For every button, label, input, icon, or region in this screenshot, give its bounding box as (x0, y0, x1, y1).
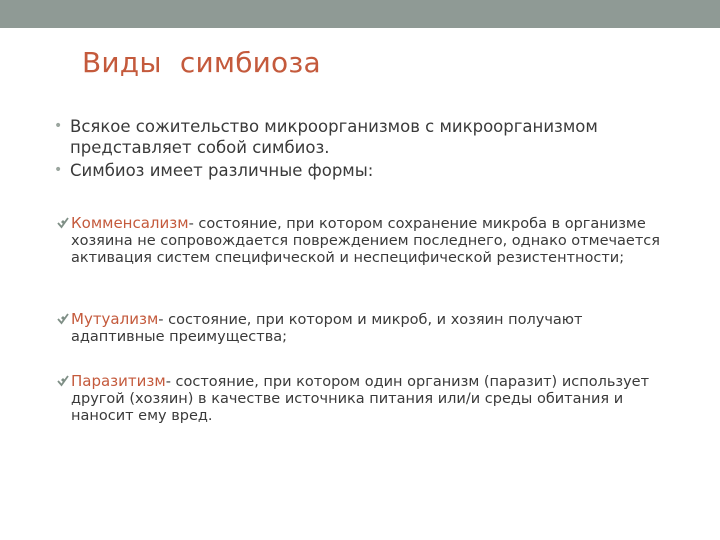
form-term: Комменсализм (71, 214, 189, 232)
form-description: - состояние, при котором и микроб, и хозяин получают адаптивные преимущества; (71, 312, 583, 345)
form-description: - состояние, при котором сохранение микроба в организме хозяина не сопровождается повреждением последнего, однако отмечается активация систем специфической и неспецифической резистентности; (71, 216, 660, 266)
form-item-mutualism (56, 311, 676, 346)
bullet-dot-icon: • (54, 162, 63, 178)
checkmark-diamond-icon (56, 216, 70, 230)
bullet-item (54, 160, 694, 181)
bullet-text: Симбиоз имеет различные формы: (70, 161, 374, 180)
form-item-commensalism (56, 215, 676, 267)
checkmark-diamond-icon (56, 374, 70, 388)
top-bar (0, 0, 720, 28)
bullet-item (54, 116, 694, 158)
form-description: - состояние, при котором один организм (паразит) использует другой (хозяин) в качестве источника питания или/и среды обитания и наносит ему вред. (71, 374, 650, 424)
bullet-dot-icon: • (54, 118, 63, 134)
form-term: Паразитизм (71, 372, 166, 390)
checkmark-diamond-icon (56, 312, 70, 326)
bullet-list (54, 116, 694, 183)
form-item-parasitism (56, 373, 676, 425)
slide-title: Виды симбиоза (82, 46, 321, 79)
form-term: Мутуализм (71, 310, 159, 328)
bullet-text: Всякое сожительство микроорганизмов с микроорганизмом представляет собой симбиоз. (70, 117, 598, 157)
